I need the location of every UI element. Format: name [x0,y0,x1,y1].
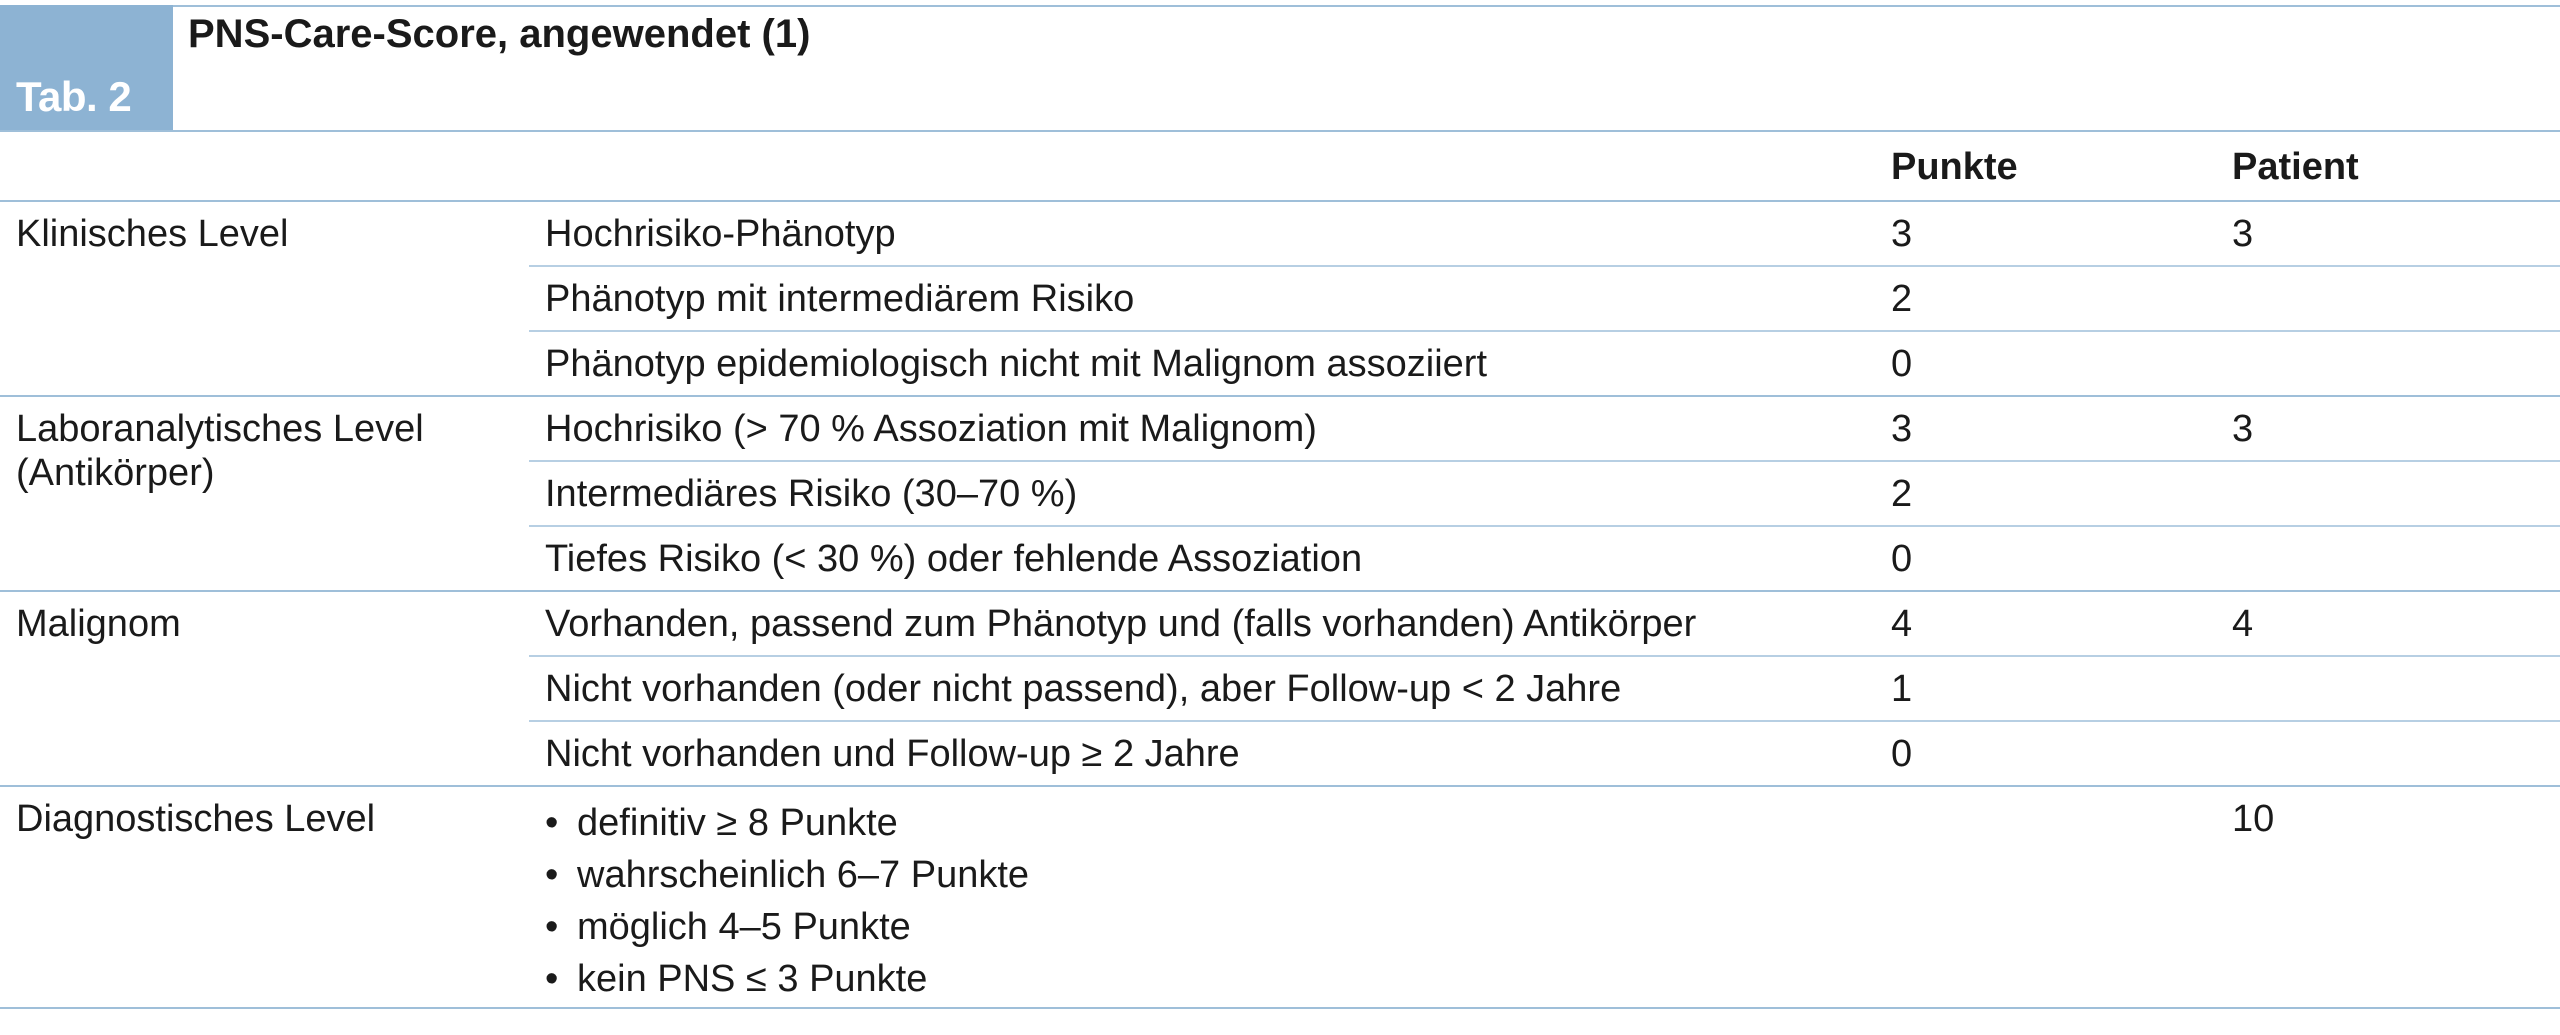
patient-cell: 3 [2232,201,2560,266]
level-label: Malignom [16,603,181,645]
list-item-text: möglich 4–5 Punkte [577,906,911,948]
bullet-icon: • [545,958,559,1000]
header-top-rule [173,5,2560,7]
patient-cell [2232,331,2560,396]
level-label-line-2: (Antikörper) [16,452,215,494]
points-cell: 0 [1891,526,2232,591]
level-label: Klinisches Level [16,213,289,255]
list-item [545,901,1891,953]
table-number-badge: Tab. 2 [0,5,173,131]
list-item [545,797,1891,849]
criterion-cell: Intermediäres Risiko (30–70 %) [529,461,1891,526]
criterion-cell: Hochrisiko (> 70 % Assoziation mit Malignom) [529,396,1891,461]
column-header-criterion [529,132,1891,201]
column-header-points: Punkte [1891,132,2232,201]
level-label-line-1: Laboranalytisches Level [16,408,424,450]
column-header-row [0,132,2560,201]
points-cell: 4 [1891,591,2232,656]
list-item-text: kein PNS ≤ 3 Punkte [577,958,928,1000]
patient-cell: 4 [2232,591,2560,656]
table-row [0,201,2560,266]
diagnostic-criteria-cell [529,786,1891,1008]
criterion-cell: Tiefes Risiko (< 30 %) oder fehlende Assoziation [529,526,1891,591]
column-header-level [0,132,529,201]
level-cell-malignancy [0,591,529,786]
criterion-cell: Nicht vorhanden und Follow-up ≥ 2 Jahre [529,721,1891,786]
points-cell [1891,786,2232,1008]
criterion-cell: Phänotyp mit intermediärem Risiko [529,266,1891,331]
column-header-patient: Patient [2232,132,2560,201]
table-header [0,0,2560,131]
patient-cell [2232,461,2560,526]
level-label: Diagnostisches Level [16,798,376,840]
table-row [0,396,2560,461]
criterion-cell: Nicht vorhanden (oder nicht passend), aber Follow-up < 2 Jahre [529,656,1891,721]
level-cell-laboratory [0,396,529,591]
bullet-icon: • [545,906,559,948]
points-cell: 0 [1891,721,2232,786]
points-cell: 0 [1891,331,2232,396]
table-row [0,591,2560,656]
table-title: PNS-Care-Score, angewendet (1) [188,12,811,56]
patient-cell [2232,266,2560,331]
patient-cell [2232,526,2560,591]
points-cell: 1 [1891,656,2232,721]
table-row-diagnostic [0,786,2560,1008]
patient-cell: 3 [2232,396,2560,461]
points-cell: 3 [1891,396,2232,461]
level-cell-clinical [0,201,529,396]
points-cell: 2 [1891,461,2232,526]
points-cell: 3 [1891,201,2232,266]
patient-cell: 10 [2232,786,2560,1008]
list-item-text: wahrscheinlich 6–7 Punkte [577,854,1030,896]
bullet-icon: • [545,802,559,844]
diagnostic-criteria-list [545,797,1891,1005]
patient-cell [2232,721,2560,786]
list-item [545,849,1891,901]
list-item-text: definitiv ≥ 8 Punkte [577,802,898,844]
points-cell: 2 [1891,266,2232,331]
criterion-cell: Hochrisiko-Phänotyp [529,201,1891,266]
level-cell-diagnostic [0,786,529,1008]
list-item [545,953,1891,1005]
criterion-cell: Phänotyp epidemiologisch nicht mit Malignom assoziiert [529,331,1891,396]
pns-care-score-table [0,132,2560,1009]
patient-cell [2232,656,2560,721]
criterion-cell: Vorhanden, passend zum Phänotyp und (falls vorhanden) Antikörper [529,591,1891,656]
bullet-icon: • [545,854,559,896]
